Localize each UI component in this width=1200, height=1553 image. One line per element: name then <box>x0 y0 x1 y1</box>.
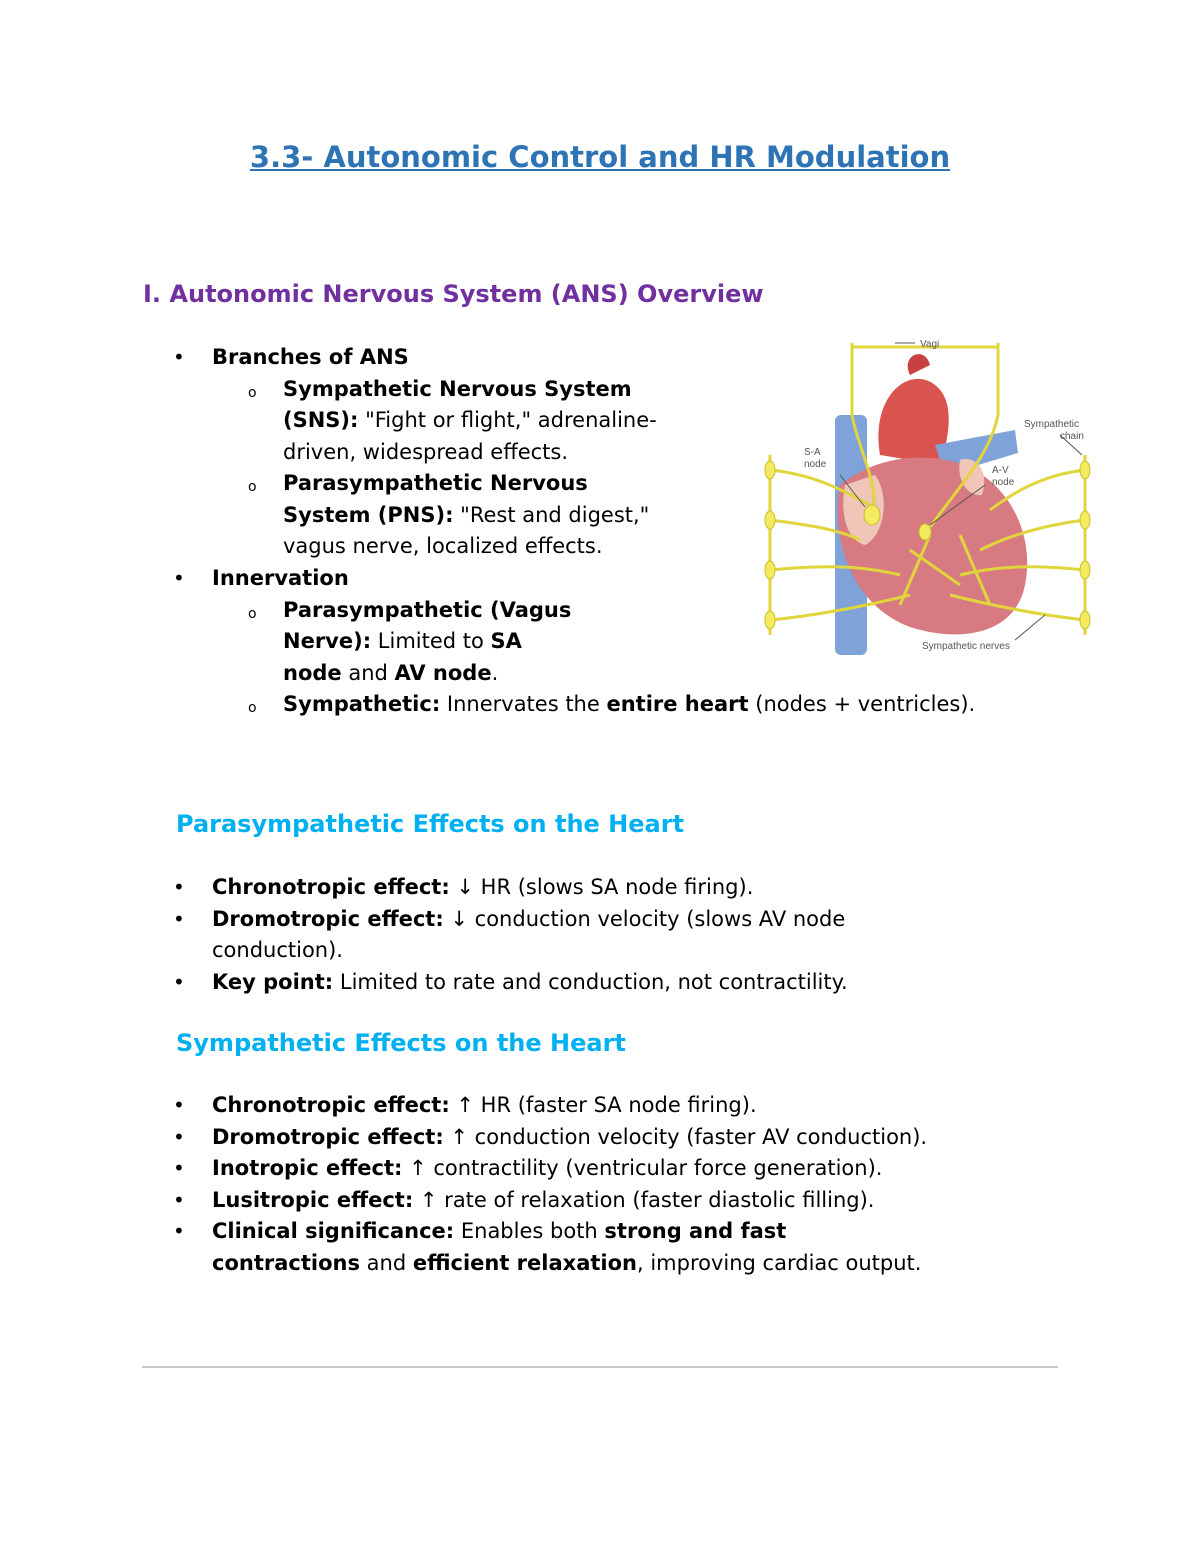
section-heading-ans-overview: I. Autonomic Nervous System (ANS) Overview <box>143 280 764 308</box>
footer-divider <box>142 1366 1058 1368</box>
heart-innervation-figure <box>760 335 1105 655</box>
list-item-continuation: conduction). <box>212 938 343 962</box>
pns-line-3: vagus nerve, localized effects. <box>283 534 603 558</box>
sub-bullet: o <box>248 606 257 622</box>
label-sympathetic-nerves: Sympathetic nerves <box>922 641 1010 652</box>
list-item: Dromotropic effect: ↓ conduction velocity (slows AV node <box>212 907 846 931</box>
para-innervation-line-3: node and AV node. <box>283 661 499 685</box>
sns-line-1: Sympathetic Nervous System <box>283 377 632 401</box>
bullet: • <box>173 1188 185 1212</box>
pns-line-2: System (PNS): "Rest and digest," <box>283 503 650 527</box>
bullet: • <box>173 907 185 931</box>
bullet: • <box>173 345 185 369</box>
sns-line-2: (SNS): "Fight or flight," adrenaline- <box>283 408 657 432</box>
para-innervation-line-1: Parasympathetic (Vagus <box>283 598 572 622</box>
label-av-node-2: node <box>992 477 1015 488</box>
symp-innervation-line: Sympathetic: Innervates the entire heart (nodes + ventricles). <box>283 692 976 716</box>
list-item-branches: Branches of ANS <box>212 345 409 369</box>
label-sympathetic-chain-2: chain <box>1060 431 1084 442</box>
sns-line-3: driven, widespread effects. <box>283 440 569 464</box>
list-item: Chronotropic effect: ↑ HR (faster SA node firing). <box>212 1093 757 1117</box>
label-sa-node-2: node <box>804 459 827 470</box>
list-item: Key point: Limited to rate and conduction, not contractility. <box>212 970 848 994</box>
label-av-node-1: A-V <box>992 465 1009 476</box>
bullet: • <box>173 1219 185 1243</box>
list-item: Dromotropic effect: ↑ conduction velocity (faster AV conduction). <box>212 1125 928 1149</box>
page-title: 3.3- Autonomic Control and HR Modulation <box>249 140 951 174</box>
bullet: • <box>173 875 185 899</box>
label-sympathetic-chain-1: Sympathetic <box>1024 419 1080 430</box>
list-item: Lusitropic effect: ↑ rate of relaxation (faster diastolic filling). <box>212 1188 875 1212</box>
bullet: • <box>173 1125 185 1149</box>
label-vagi: Vagi <box>920 339 940 350</box>
list-item: Inotropic effect: ↑ contractility (ventricular force generation). <box>212 1156 883 1180</box>
section-heading-parasympathetic-effects: Parasympathetic Effects on the Heart <box>176 810 685 838</box>
list-item-innervation: Innervation <box>212 566 349 590</box>
bullet: • <box>173 566 185 590</box>
para-innervation-line-2: Nerve): Limited to SA <box>283 629 522 653</box>
label-sa-node-1: S-A <box>804 447 821 458</box>
bullet: • <box>173 1093 185 1117</box>
sub-bullet: o <box>248 385 257 401</box>
list-item: Chronotropic effect: ↓ HR (slows SA node firing). <box>212 875 754 899</box>
sub-bullet: o <box>248 479 257 495</box>
bullet: • <box>173 1156 185 1180</box>
sub-bullet: o <box>248 700 257 716</box>
bullet: • <box>173 970 185 994</box>
list-item-continuation: contractions and efficient relaxation, improving cardiac output. <box>212 1251 922 1275</box>
list-item: Clinical significance: Enables both strong and fast <box>212 1219 787 1243</box>
section-heading-sympathetic-effects: Sympathetic Effects on the Heart <box>176 1029 626 1057</box>
pns-line-1: Parasympathetic Nervous <box>283 471 588 495</box>
